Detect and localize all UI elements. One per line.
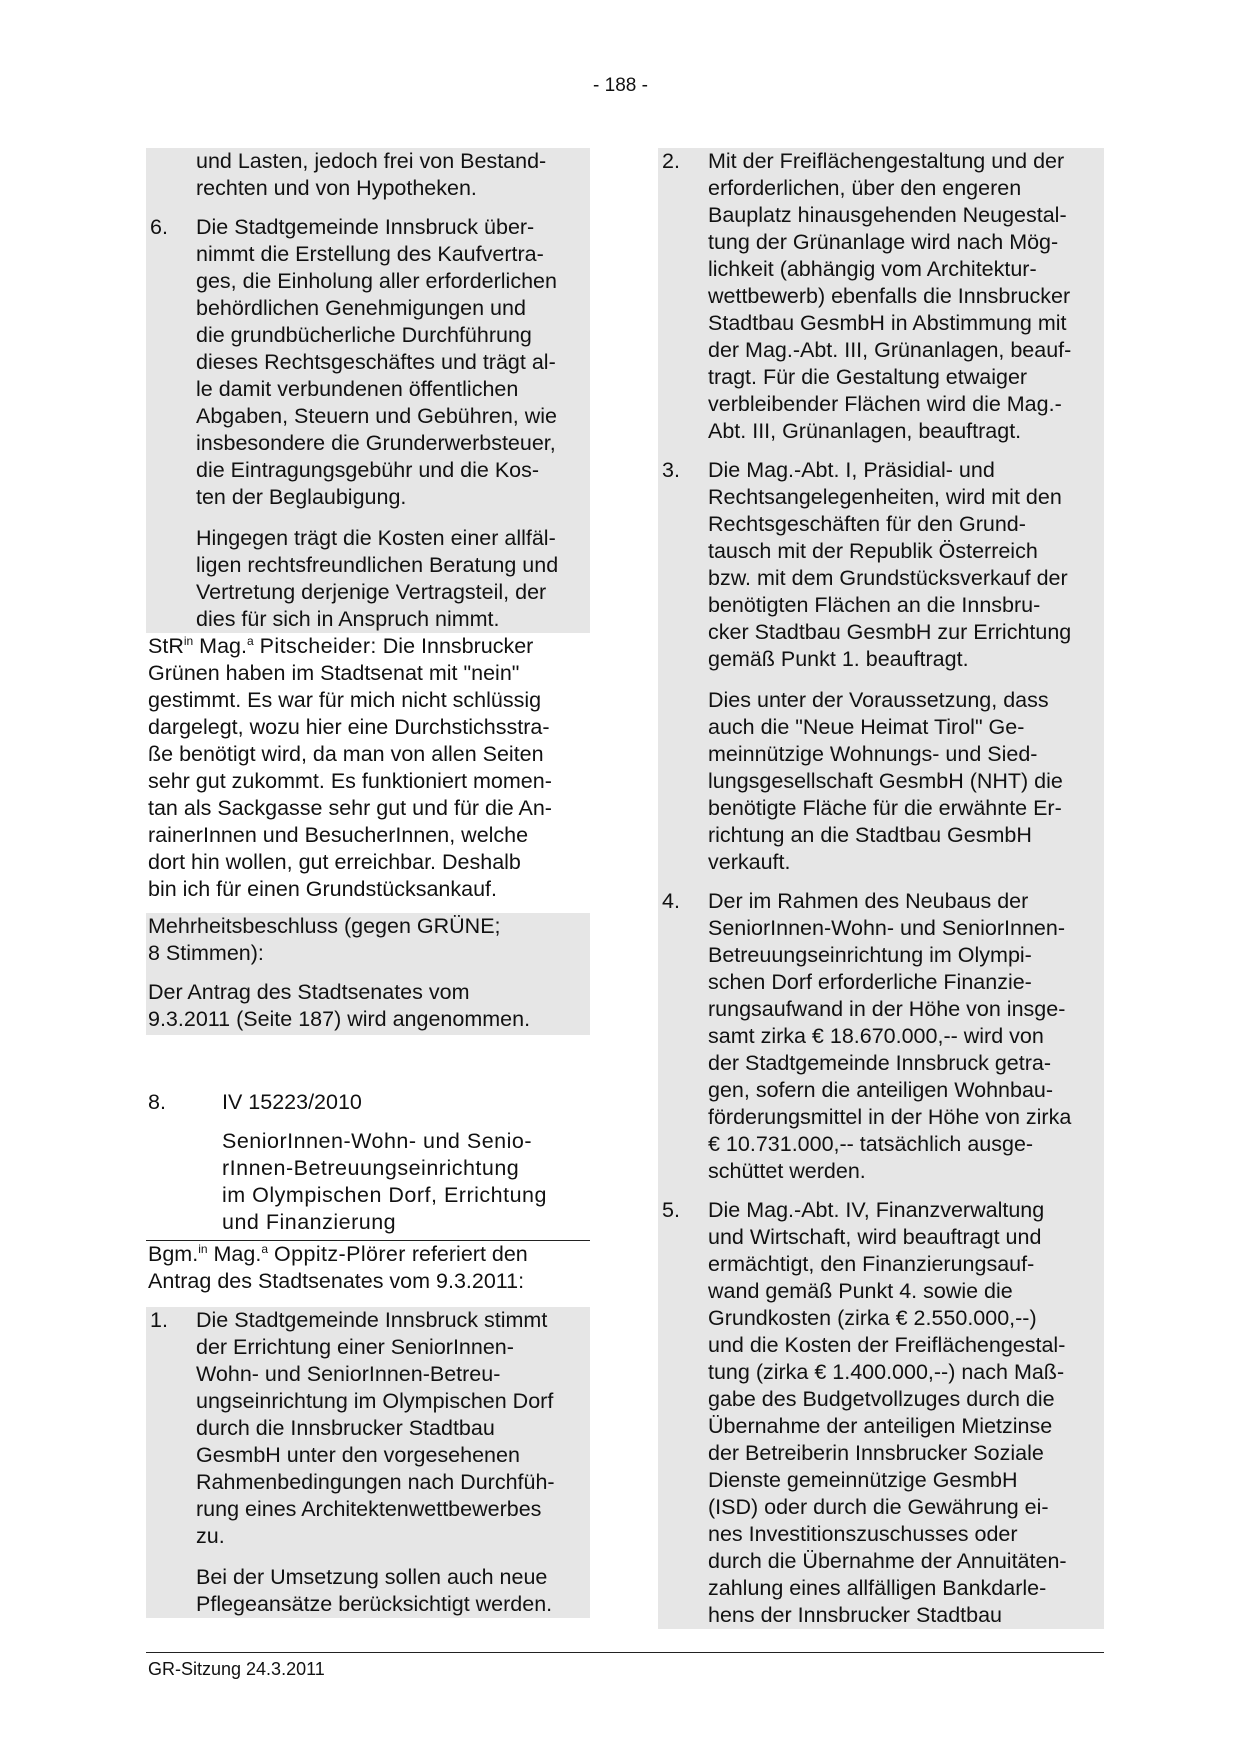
list-number: 3. [662, 458, 680, 482]
motion-continuation-block [146, 148, 590, 633]
item-paragraph: Die Mag.-Abt. I, Präsidial- und Rechtsangelegenheiten, wird mit den Rechtsgeschäften für den Grund- tausch mit der Republik Österreich bzw. mit dem Grundstücksverkauf der benötigten Flächen an die Innsbru- cker Stadtbau GesmbH zur Errichtung gemäß Punkt 1. beauftragt. [708, 458, 1072, 671]
item-paragraph: Hingegen trägt die Kosten einer allfäl- ligen rechtsfreundlichen Beratung und Vertretung derjenige Vertragsteil, der dies für sich in Anspruch nimmt. [196, 526, 559, 631]
item-paragraph: Die Stadtgemeinde Innsbruck stimmt der Errichtung einer SeniorInnen- Wohn- und SeniorInnen-Betreu- ungseinrichtung im Olympischen Dorf durch die Innsbrucker Stadtbau GesmbH unter den vorgesehenen Rahmenbedingungen nach Durchfüh- rung eines Architektenwettbewerbes zu. [196, 1308, 555, 1548]
item-paragraph: Die Mag.-Abt. IV, Finanzverwaltung und Wirtschaft, wird beauftragt und ermächtigt, den Finanzierungsauf- wand gemäß Punkt 4. sowie die Grundkosten (zirka € 2.550.000,--) und die Kosten der Freiflächengestal- tung (zirka € 1.400.000,--) nach Maß- gabe des Budgetvollzuges durch die Übernahme der anteiligen Mietzinse der Betreiberin Innsbrucker Soziale Dienste gemeinnützige GesmbH (ISD) oder durch die Gewährung ei- nes Investitionszuschusses oder durch die Übernahme der Annuitäten- zahlung eines allfälligen Bankdarle- hens der Innsbrucker Stadtbau [708, 1198, 1067, 1627]
agenda-item-8 [146, 1089, 590, 1241]
item-paragraph: Der im Rahmen des Neubaus der SeniorInnen-Wohn- und SeniorInnen- Betreuungseinrichtung im Olympi- schen Dorf erforderliche Finanzie- rungsaufwand in der Höhe von insge- samt zirka € 18.670.000,-- wird von der Stadtgemeinde Innsbruck getra- gen, sofern die anteiligen Wohnbau- förderungsmittel in der Höhe von zirka € 10.731.000,-- tatsächlich ausge- schüttet werden. [708, 889, 1072, 1183]
decision-block [146, 913, 590, 1035]
referent-mag: Mag.$^a$ [213, 1242, 269, 1266]
item-paragraph: Die Stadtgemeinde Innsbruck über- nimmt die Erstellung des Kaufvertra- ges, die Einholung aller erforderlichen behördlichen Genehmigungen und die grundbücherliche Durchführung dieses Rechtsgeschäftes und trägt al- le damit verbundenen öffentlichen Abgaben, Steuern und Gebühren, wie insbesondere die Grunderwerbsteuer, die Eintragungsgebühr und die Kos- ten der Beglaubigung. [196, 215, 557, 509]
list-item-1 [146, 1307, 590, 1618]
list-number: 6. [150, 215, 168, 239]
list-item-3 [658, 457, 1104, 876]
motion-block [146, 1307, 590, 1618]
item-paragraph: Mit der Freiflächengestaltung und der erforderlichen, über den engeren Bauplatz hinausgehenden Neugestal- tung der Grünanlage wird nach Mög- lichkeit (abhängig vom Architektur- wettbewerb) ebenfalls die Innsbrucker Stadtbau GesmbH in Abstimmung mit der Mag.-Abt. III, Grünanlagen, beauf- tragt. Für die Gestaltung etwaiger verbleibender Flächen wird die Mag.- Abt. III, Grünanlagen, beauftragt. [708, 149, 1072, 443]
speech-pitscheider: StR$^{in}$ Mag.$^a$ Pitscheider: Die Innsbrucker Grünen haben im Stadtsenat mit "nein" gestimmt. Es war für mich nicht schlüssig dargelegt, wozu hier eine Durchstichsstra- ße benötigt wird, da man von allen Seiten sehr gut zukommt. Es funktioniert momen- tan als Sackgasse sehr gut und für die An- rainerInnen und BesucherInnen, welche dort hin wollen, gut erreichbar. Deshalb bin ich für einen Grundstücksankauf. [148, 634, 552, 901]
list-number: 5. [662, 1198, 680, 1222]
page-number: - 188 - [593, 75, 648, 96]
left-column [146, 148, 590, 1618]
continued-text: und Lasten, jedoch frei von Bestand- rechten und von Hypotheken. [196, 149, 547, 200]
agenda-reference: IV 15223/2010 [222, 1090, 362, 1114]
referent-statement: Bgm.$^{in}$ Mag.$^a$ Oppitz-Plörer referiert den Antrag des Stadtsenates vom 9.3.2011: [148, 1242, 528, 1293]
speaker-mag: Mag.$^a$ [199, 634, 254, 658]
decision-text: Der Antrag des Stadtsenates vom 9.3.2011 (Seite 187) wird angenommen. [148, 980, 531, 1031]
speaker-name: Pitscheider: [259, 634, 377, 658]
agenda-divider [146, 1240, 590, 1241]
footer-session-label: GR-Sitzung 24.3.2011 [148, 1659, 325, 1679]
agenda-title: SeniorInnen-Wohn- und Senio- rInnen-Betreuungseinrichtung im Olympischen Dorf, Errichtung und Finanzierung [222, 1129, 547, 1234]
list-item-5 [658, 1197, 1104, 1629]
referent-name: Oppitz-Plörer [274, 1242, 406, 1266]
list-number: 4. [662, 889, 680, 913]
agenda-number: 8. [148, 1090, 166, 1114]
right-column [658, 148, 1104, 1629]
item-paragraph: Bei der Umsetzung sollen auch neue Pflegeansätze berücksichtigt werden. [196, 1565, 553, 1616]
list-number: 2. [662, 149, 680, 173]
vote-result: Mehrheitsbeschluss (gegen GRÜNE; 8 Stimmen): [148, 914, 501, 965]
item-paragraph: Dies unter der Voraussetzung, dass auch die "Neue Heimat Tirol" Ge- meinnützige Wohnungs- und Sied- lungsgesellschaft GesmbH (NHT) die benötigte Fläche für die erwähnte Er- richtung an die Stadtbau GesmbH verkauft. [708, 688, 1063, 874]
list-number: 1. [150, 1308, 168, 1332]
footer-divider [146, 1652, 1104, 1653]
list-item-2 [658, 148, 1104, 445]
speaker-title: StR$^{in}$ [148, 634, 194, 658]
list-item-4 [658, 888, 1104, 1185]
referent-title: Bgm.$^{in}$ [148, 1242, 208, 1266]
list-item-6 [146, 214, 590, 633]
